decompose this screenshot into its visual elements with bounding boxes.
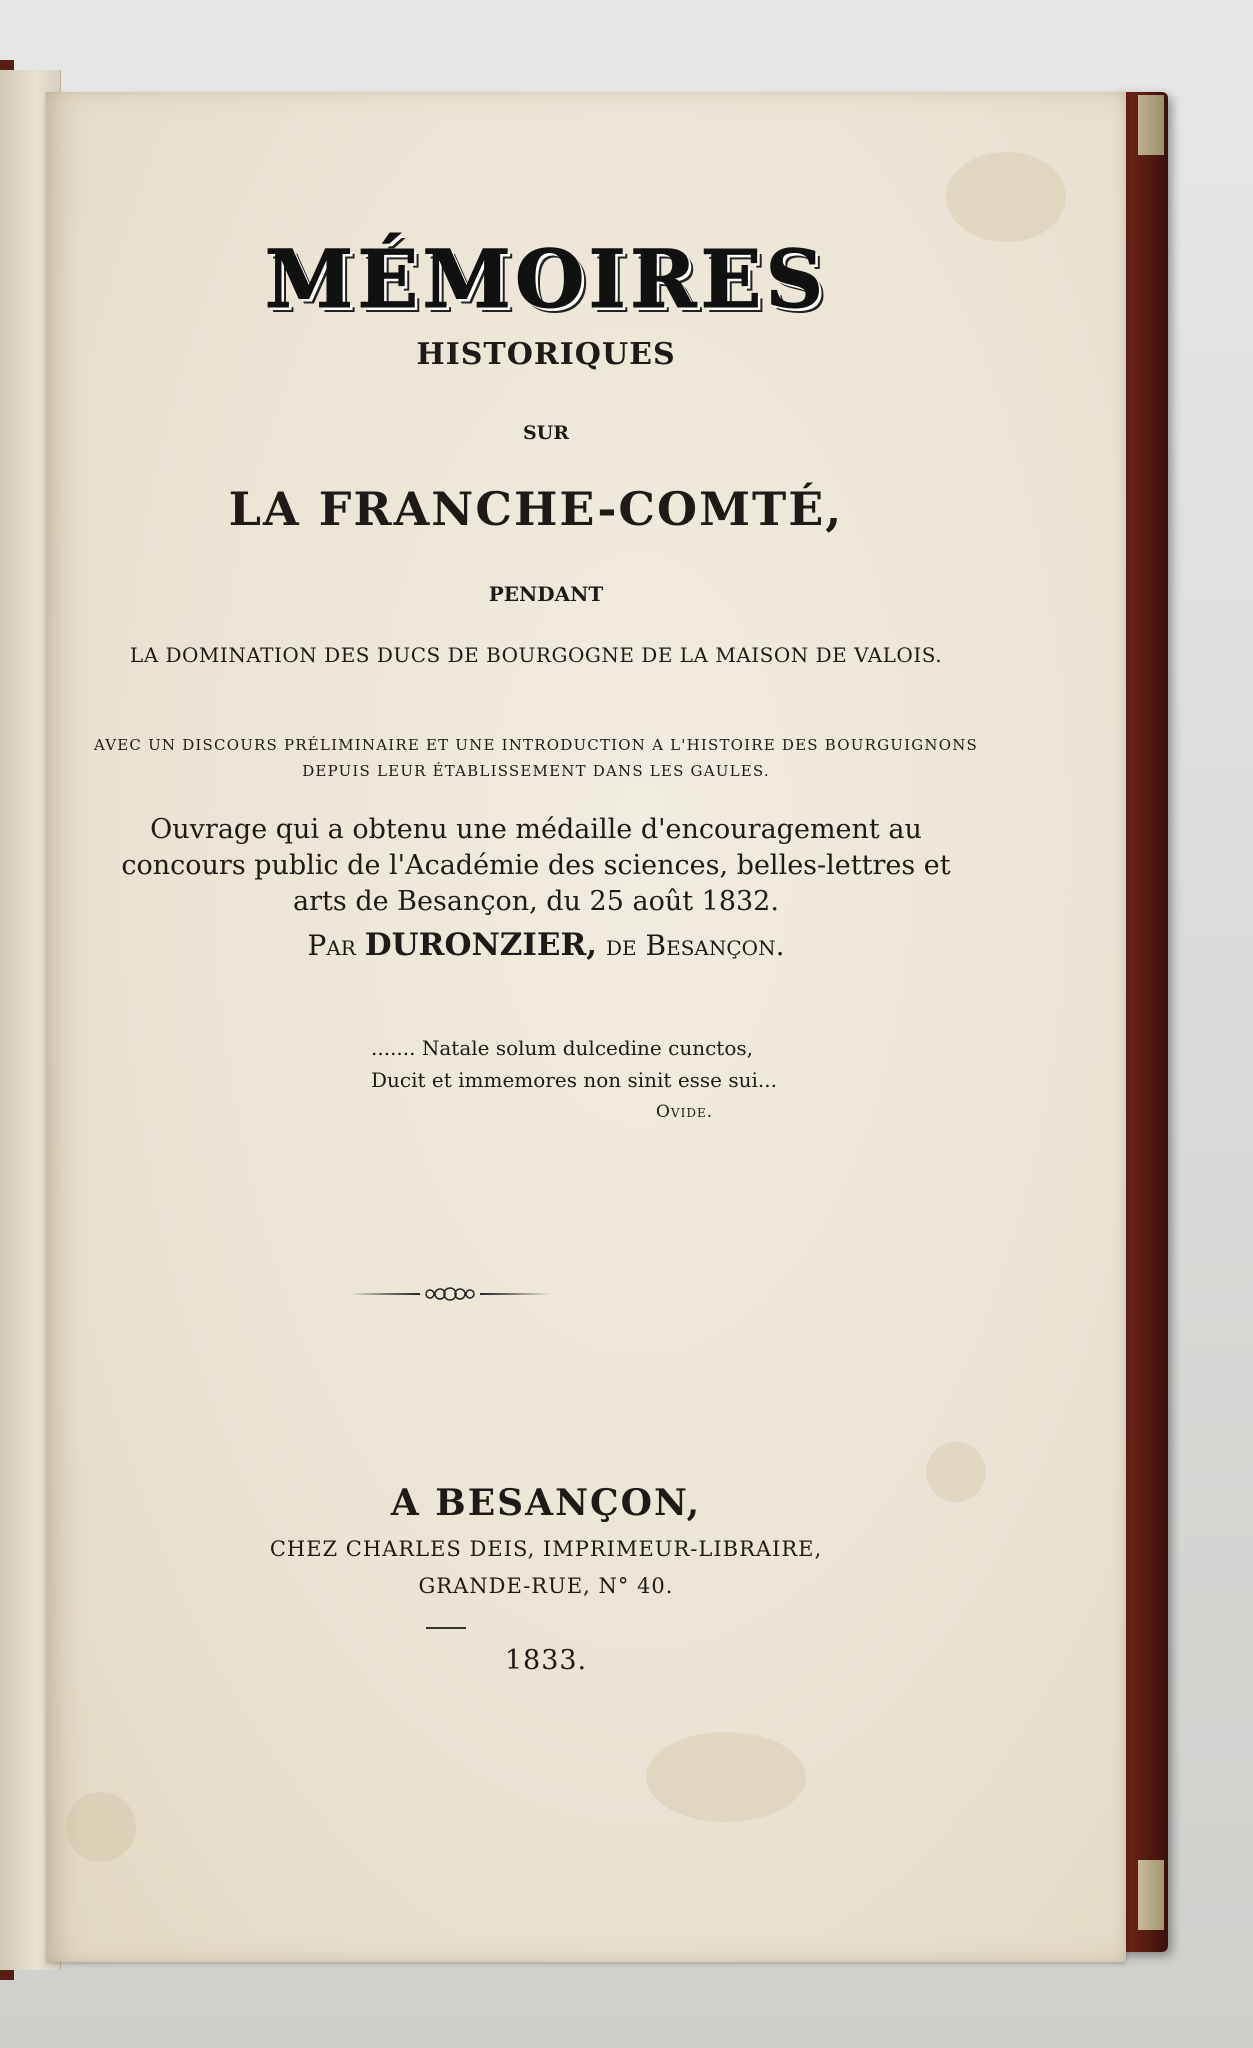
imprint-rule (426, 1627, 466, 1629)
epigraph-attribution: Ovide. (656, 1102, 714, 1122)
subtitle-discours: AVEC UN DISCOURS PRÉLIMINAIRE ET UNE INTRODUCTION A L'HISTOIRE DES BOURGUIGNONS DEPUIS LEUR ÉTABLISSEMENT DANS LES GAULES. (93, 736, 979, 780)
ornament-divider-icon (350, 1282, 550, 1306)
title-pendant: PENDANT (488, 582, 604, 606)
subtitle-domination: LA DOMINATION DES DUCS DE BOURGOGNE DE LA MAISON DE VALOIS. (129, 643, 943, 667)
epigraph-line-2: Ducit et immemores non sinit esse sui... (371, 1068, 777, 1092)
title-subject: LA FRANCHE-COMTÉ, (228, 482, 844, 536)
author-line (146, 927, 946, 963)
cover-corner-top (1138, 95, 1164, 155)
imprint-year: 1833. (504, 1645, 588, 1676)
award-note: Ouvrage qui a obtenu une médaille d'encouragement au concours public de l'Académie des sciences, belles-lettres et arts de Besançon, du 25 août 1832. (121, 814, 951, 917)
foxing-stain (66, 1792, 136, 1862)
author-par: Par (307, 929, 356, 962)
imprint-address: GRANDE-RUE, N° 40. (418, 1574, 674, 1598)
epigraph-line-1: ....... Natale solum dulcedine cunctos, (371, 1036, 753, 1060)
imprint-printer: CHEZ CHARLES DEIS, IMPRIMEUR-LIBRAIRE, (269, 1537, 823, 1561)
title-page (46, 92, 1126, 1962)
author-origin: de Besançon. (606, 929, 785, 962)
author-name: DURONZIER, (364, 927, 598, 963)
title-historiques: HISTORIQUES (416, 337, 676, 372)
epigraph (371, 1032, 891, 1096)
imprint-city: A BESANÇON, (390, 1482, 702, 1524)
book-title: MÉMOIRES (264, 232, 828, 326)
foxing-stain (646, 1732, 806, 1822)
foxing-stain (946, 152, 1066, 242)
title-sur: SUR (522, 422, 570, 444)
cover-corner-bottom (1138, 1860, 1164, 1930)
